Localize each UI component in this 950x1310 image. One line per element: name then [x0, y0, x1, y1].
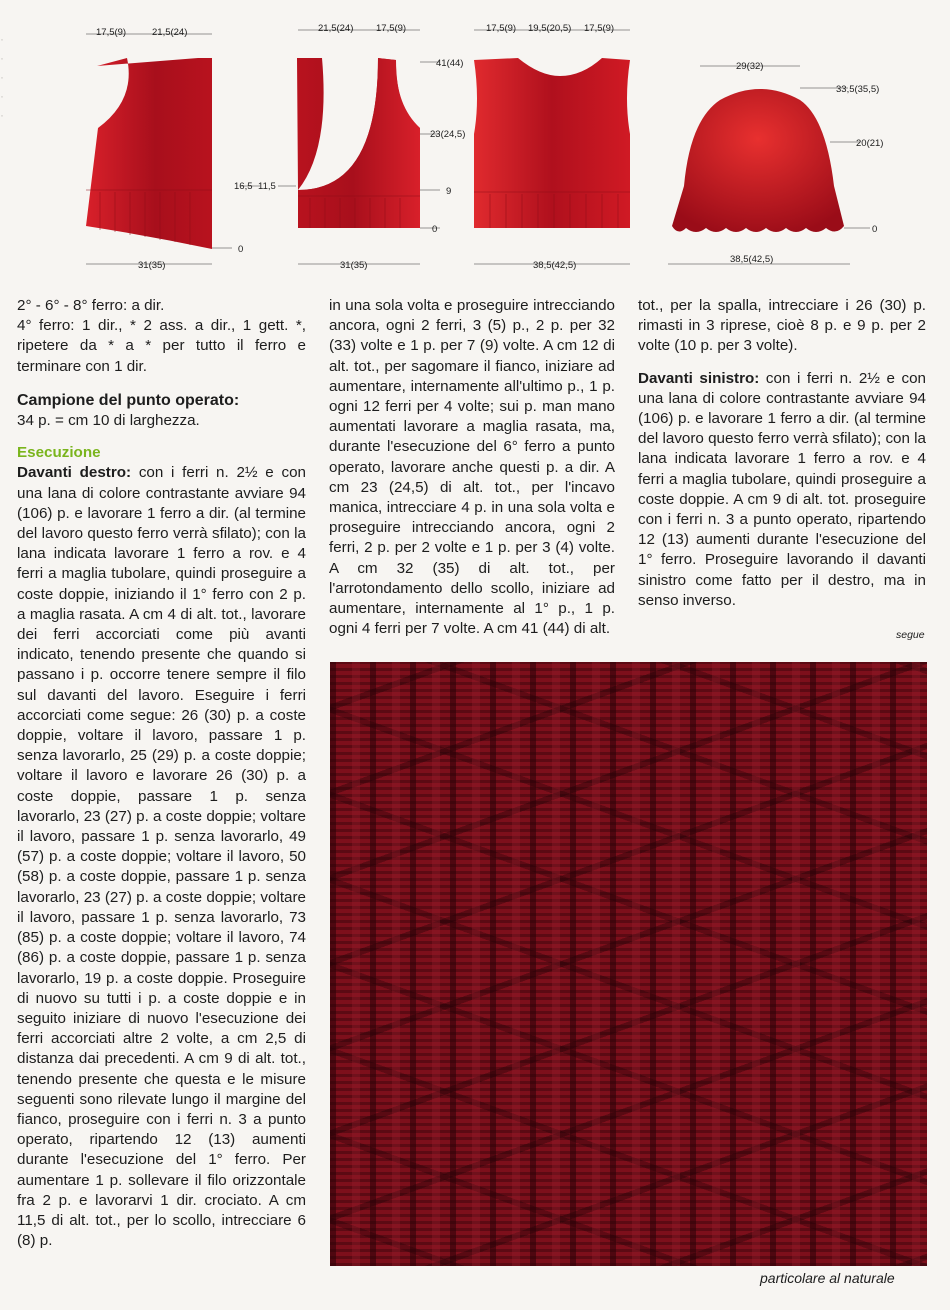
front-right-title: Davanti destro: [17, 464, 132, 482]
dim-b-bottom: 38,5(42,5) [533, 260, 577, 271]
ghost-text-left: · · · · · [0, 32, 4, 122]
column2-text: in una sola volta e proseguire intrecciando ancora, ogni 2 ferri, 3 (5) p., 2 p. per 32 (33) volte e 1 p. per 7 (9) volte. A cm 12 di alt. tot., per sagomare il fianco, iniziare ad aumentare, internamente all'ultimo p., 1 p. ogni 12 ferri per 4 volte; sui p. man mano aumentati lavorare a maglia rasata, ma, durante l'esecuzione del 6° ferro a punto operato, lavorare anche questi p. a dir. A cm 23 (24,5) di alt. tot., per l'incavo manica, intrecciare 4 p. in una sola volta e proseguire intrecciando ancora, ogni 2 ferri, 2 p. per 2 volte e 1 p. per 3 (4) volte. A cm 32 (35) di alt. tot., per l'arrotondamento dello scollo, iniziare ad aumentare, internamente al 1° p., 1 p. ogni 4 ferri per 7 volte. A cm 41 (44) di alt. [329, 297, 615, 638]
dim-fr-top-left: 17,5(9) [96, 27, 127, 38]
dim-b-top-center: 19,5(20,5) [528, 23, 572, 34]
dim-s-upper-right: 33,5(35,5) [836, 84, 880, 95]
round-line-1: 2° - 6° - 8° ferro: a dir. [17, 297, 165, 314]
back-diagram [474, 30, 630, 264]
dim-fl-nine: 9 [446, 186, 452, 197]
dim-s-zero: 0 [872, 224, 878, 235]
gauge-text: 34 p. = cm 10 di larghezza. [17, 412, 200, 430]
front-left-diagram [278, 30, 440, 264]
dim-fl-zero: 0 [432, 224, 438, 235]
continued-label: segue [896, 629, 925, 641]
dim-fl-mid-left: 11,5 [258, 181, 276, 192]
dim-fl-bottom: 31(35) [340, 260, 368, 271]
round-line-2: 4° ferro: 1 dir., * 2 ass. a dir., 1 gett. *, ripetere da * a * per tutto il ferro e terminare con 1 dir. [17, 317, 306, 375]
dim-fl-top-left: 21,5(24) [318, 23, 354, 34]
front-right-paragraph [17, 463, 306, 1251]
dim-fl-middle: 23(24,5) [430, 129, 466, 140]
front-left-text: con i ferri n. 2½ e con una lana di colore contrastante avviare 94 (106) p. e lavorare 1 ferro a dir. (al termine del lavoro questo ferro verrà sfilato); con la lana indicata lavorare 1 ferro a rov. e 4 ferri a maglia tubolare, quindi proseguire a coste doppie. A cm 9 di alt. tot. proseguire con i ferri n. 3 a punto operato, ripartendo 12 (13) aumenti durante l'esecuzione del 1° ferro. Proseguire lavorando il davanti sinistro come fatto per il destro, ma in senso inverso. [638, 369, 926, 609]
text-column-3 [638, 296, 926, 611]
photo-caption: particolare al naturale [760, 1270, 895, 1286]
dim-s-top: 29(32) [736, 61, 764, 72]
dim-s-middle-right: 20(21) [856, 138, 884, 149]
dim-fr-zero: 0 [238, 244, 244, 255]
stitch-close-up-photo [330, 662, 927, 1266]
text-column-1 [17, 296, 306, 1251]
pattern-schematics [0, 0, 950, 290]
dim-fr-mid: 16,5 [234, 181, 253, 192]
front-right-diagram [86, 34, 260, 264]
dim-b-top-right: 17,5(9) [584, 23, 615, 34]
dim-b-top-left: 17,5(9) [486, 23, 517, 34]
gauge-title: Campione del punto operato: [17, 391, 240, 409]
text-column-2 [329, 296, 615, 639]
dim-s-bottom: 38,5(42,5) [730, 254, 774, 265]
front-left-title: Davanti sinistro: [638, 369, 760, 387]
front-right-text: con i ferri n. 2½ e con una lana di colore contrastante avviare 94 (106) p. e lavorare 1 ferro a dir. (al termine del lavoro questo ferro verrà sfilato); con la lana indicata lavorare 1 ferro a rov. e 4 ferri a maglia tubolare, quindi proseguire a coste doppie, iniziando il 1° ferro con 2 p. a maglia rasata. A cm 4 di alt. tot., lavorare dei ferri accorciati come più avanti indicato, tenendo presente che quando si passano i p. occorre tenere sempre il filo sul davanti del lavoro. Eseguire i ferri accorciati come segue: 26 (30) p. a coste doppie, voltare il lavoro, passare 1 p. senza lavorarlo, 25 (29) p. a coste doppie; voltare il lavoro e lavorare 26 (30) p. a coste doppie, passare 1 p. senza lavorarlo, 23 (27) p. a coste doppie; voltare il lavoro, passare 1 p. senza lavorarlo, 49 (57) p. a coste doppie; voltare il lavoro, 50 (58) p. a coste doppie, passare 1 p. senza lavorarlo, 23 (27) p. a coste doppie; voltare il lavoro, passare 1 p. senza lavorarlo, 73 (85) p. a coste doppie; voltare il lavoro, 74 (86) p. a coste doppie, passare 1 p. senza lavorarlo, 19 p. a coste doppie. Proseguire di nuovo su tutti i p. a coste doppie e in seguito iniziare di nuovo l'esecuzione dei ferri accorciati altre 2 volte, a cm 2,5 di distanza dai precedenti. A cm 9 di alt. tot., tenendo presente che questa e le misure seguenti sono rilevate lungo il margine del fianco, proseguire con i ferri n. 3 a punto operato, ripartendo 12 (13) aumenti durante l'esecuzione del 1° ferro. Per aumentare 1 p. sollevare il filo orizzontale fra 2 p. e lavorarvi 1 dir. crociato. A cm 11,5 di alt. tot., per lo scollo, intrecciare 6 (8) p. [17, 464, 306, 1250]
dim-fr-bottom: 31(35) [138, 260, 166, 271]
column3-text: tot., per la spalla, intrecciare i 26 (30) p. rimasti in 3 riprese, cioè 8 p. e 9 p. per 2 volte (10 p. per 3 volte). [638, 297, 926, 355]
dim-fl-upper: 41(44) [436, 58, 464, 69]
front-left-paragraph [638, 369, 926, 611]
dim-fl-top-right: 17,5(9) [376, 23, 407, 34]
sleeve-diagram [668, 66, 870, 264]
dim-fr-top-right: 21,5(24) [152, 27, 188, 38]
section-title: Esecuzione [17, 444, 101, 462]
